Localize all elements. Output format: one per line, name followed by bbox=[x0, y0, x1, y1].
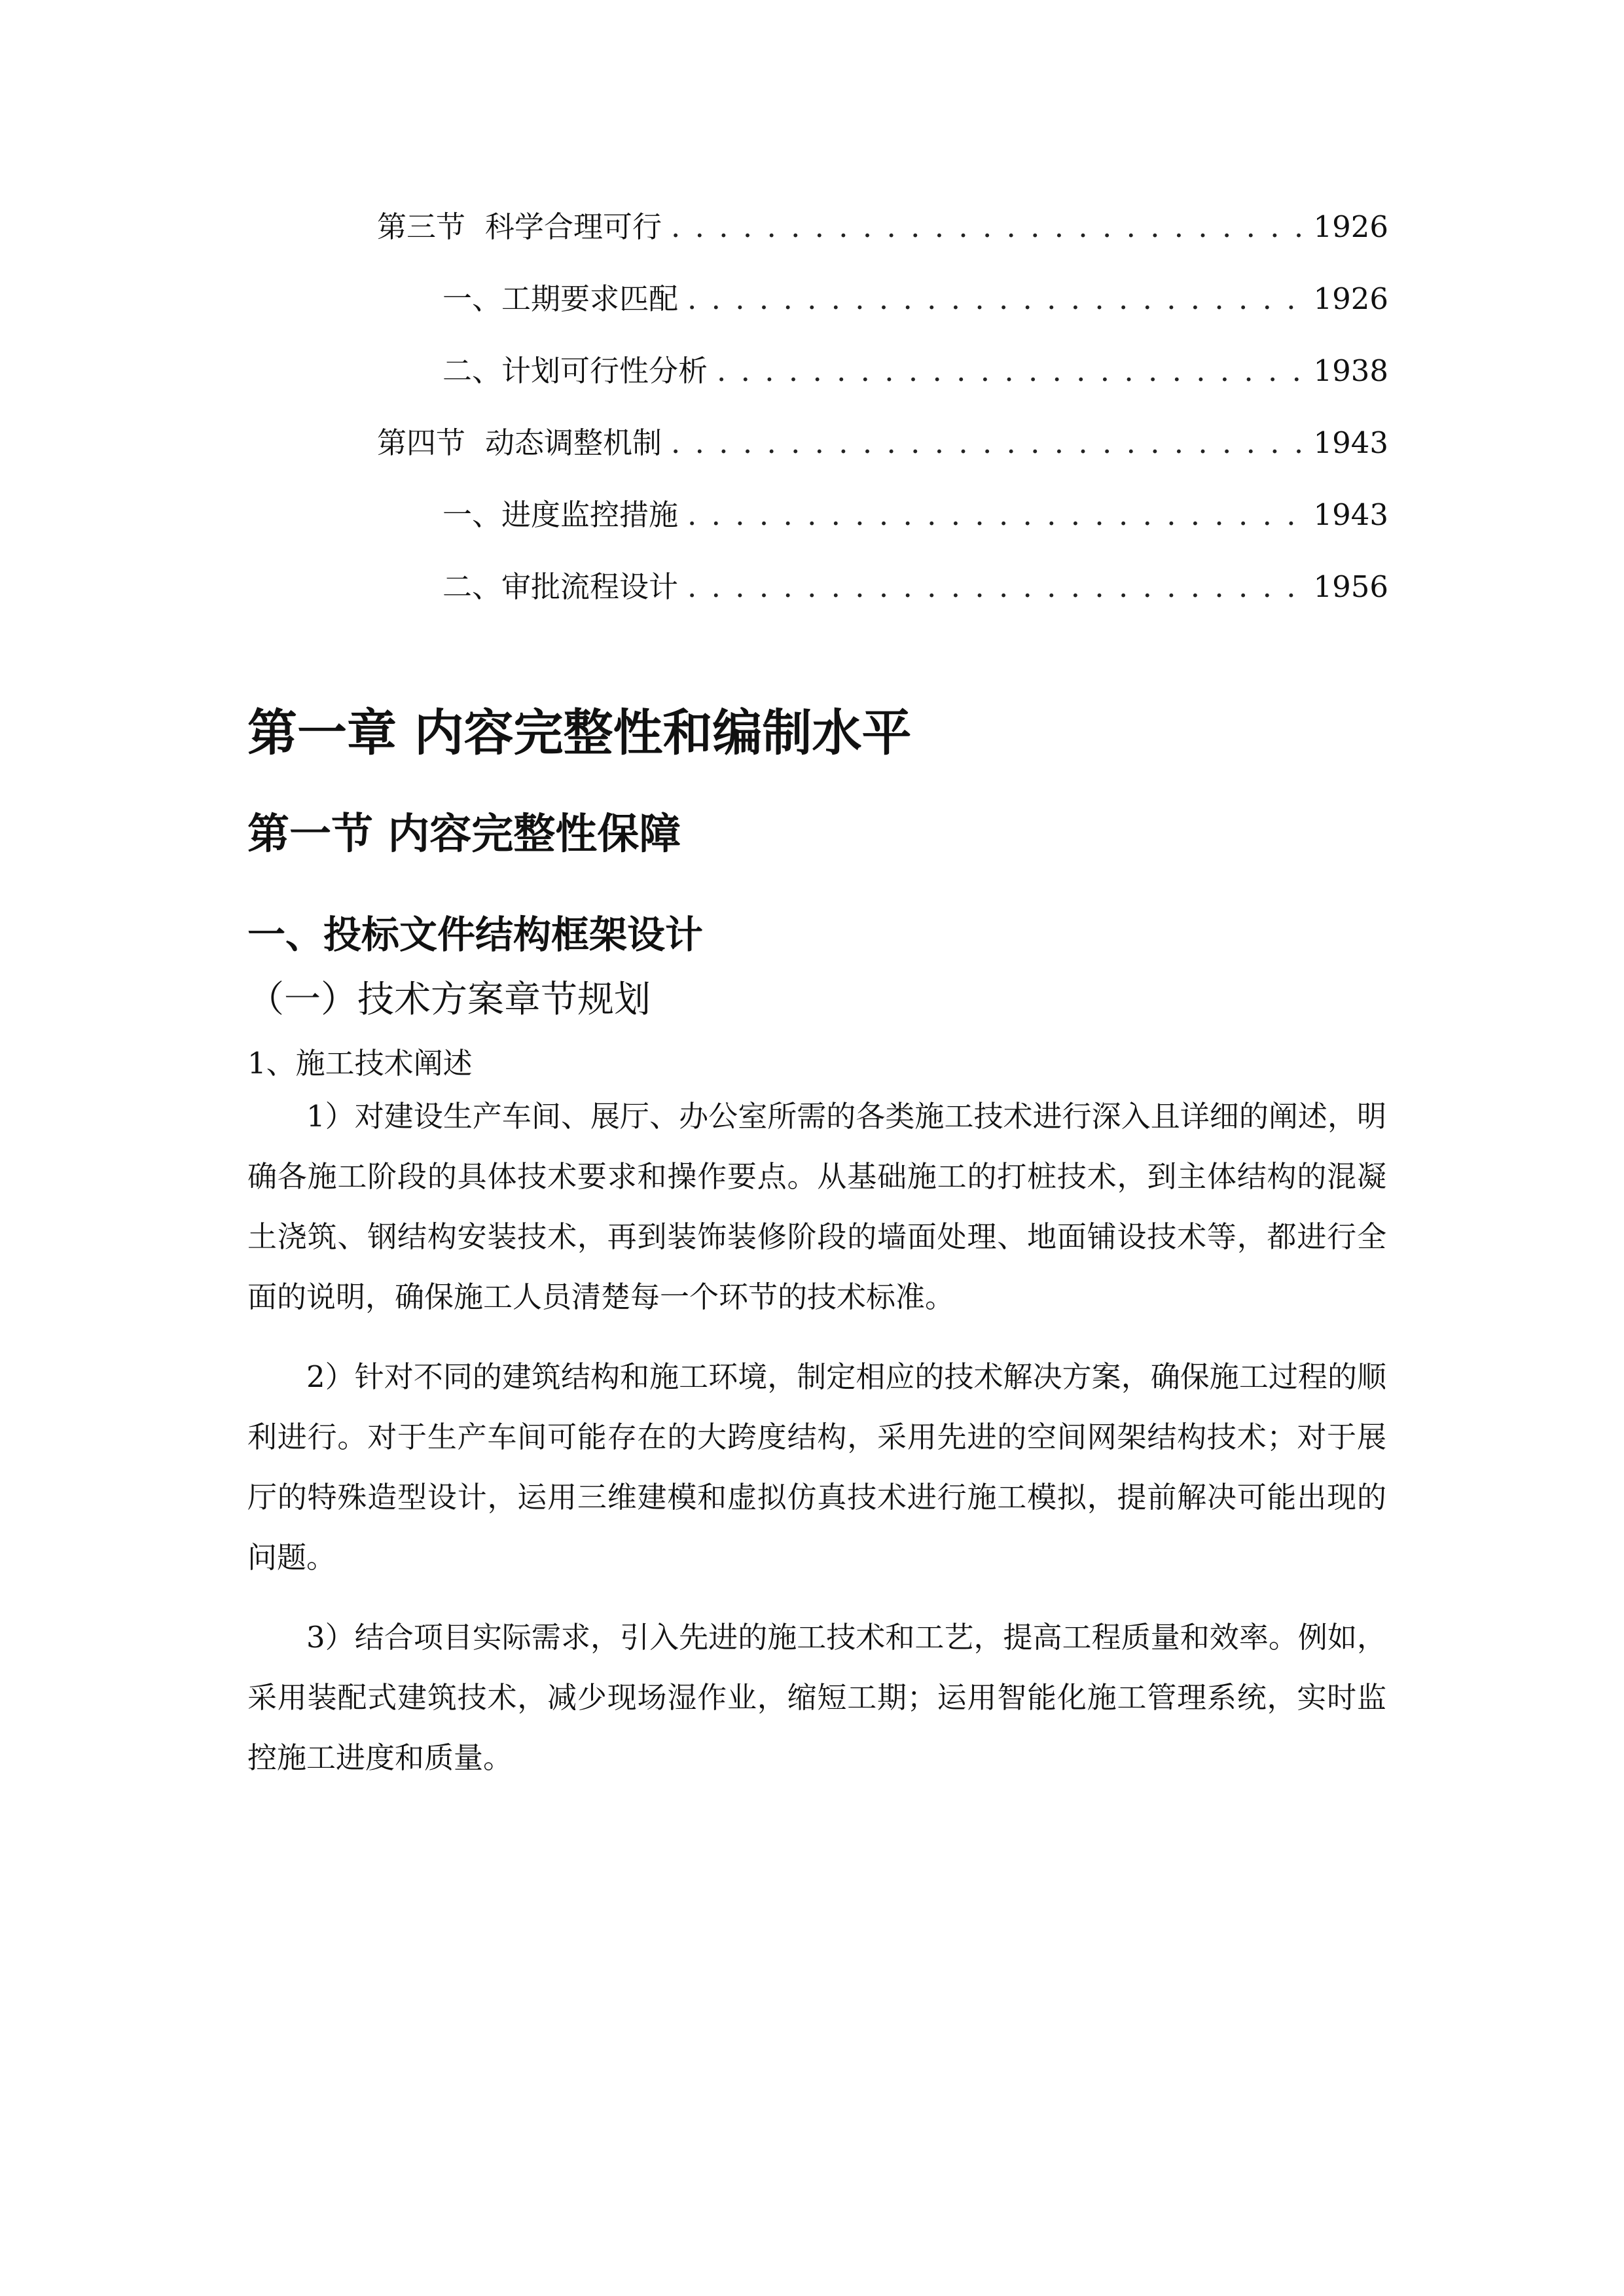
toc-entry[interactable] bbox=[377, 479, 1388, 551]
toc-dot-leader bbox=[671, 407, 1304, 479]
toc-dot-leader bbox=[671, 191, 1304, 263]
toc-entry-page: 1926 bbox=[1313, 209, 1388, 244]
paragraph: 3）结合项目实际需求，引入先进的施工技术和工艺，提高工程质量和效率。例如，采用装配式建筑技术，减少现场湿作业，缩短工期；运用智能化施工管理系统，实时监控施工进度和质量。 bbox=[247, 1620, 1386, 1775]
section-title: 第一节 内容完整性保障 bbox=[247, 810, 681, 859]
toc-entry-page: 1943 bbox=[1313, 497, 1388, 532]
toc-entry-label: 进度监控措施 bbox=[501, 497, 679, 532]
toc-entry-label: 审批流程设计 bbox=[501, 569, 679, 604]
toc-entry-page: 1956 bbox=[1313, 569, 1388, 604]
paragraph: 1）对建设生产车间、展厅、办公室所需的各类施工技术进行深入且详细的阐述，明确各施工阶段的具体技术要求和操作要点。从基础施工的打桩技术，到主体结构的混凝土浇筑、钢结构安装技术，再到装饰装修阶段的墙面处理、地面铺设技术等，都进行全面的说明，确保施工人员清楚每一个环节的技术标准。 bbox=[247, 1099, 1386, 1314]
toc-entry[interactable] bbox=[377, 191, 1388, 263]
toc-entry-page: 1926 bbox=[1313, 281, 1388, 316]
table-of-contents bbox=[377, 191, 1388, 623]
toc-entry-number: 第四节 bbox=[377, 425, 466, 460]
toc-entry-number: 一、 bbox=[442, 281, 502, 316]
toc-entry-number: 二、 bbox=[442, 569, 502, 604]
toc-dot-leader bbox=[687, 263, 1304, 335]
subsection-title: 一、投标文件结构框架设计 bbox=[247, 912, 704, 957]
toc-entry-label: 科学合理可行 bbox=[485, 209, 662, 244]
item-title: 1、施工技术阐述 bbox=[247, 1046, 473, 1081]
toc-entry-page: 1938 bbox=[1313, 353, 1388, 388]
paragraph: 2）针对不同的建筑结构和施工环境，制定相应的技术解决方案，确保施工过程的顺利进行。对于生产车间可能存在的大跨度结构，采用先进的空间网架结构技术；对于展厅的特殊造型设计，运用三维建模和虚拟仿真技术进行施工模拟，提前解决可能出现的问题。 bbox=[247, 1359, 1386, 1575]
toc-entry-label: 计划可行性分析 bbox=[501, 353, 708, 388]
toc-dot-leader bbox=[687, 551, 1304, 623]
toc-entry-label: 工期要求匹配 bbox=[501, 281, 679, 316]
toc-dot-leader bbox=[687, 479, 1304, 551]
toc-entry[interactable] bbox=[377, 407, 1388, 479]
chapter-title: 第一章 内容完整性和编制水平 bbox=[247, 704, 912, 762]
toc-entry-label: 动态调整机制 bbox=[485, 425, 662, 460]
toc-entry[interactable] bbox=[377, 335, 1388, 407]
toc-dot-leader bbox=[717, 335, 1304, 407]
paren-title: （一）技术方案章节规划 bbox=[247, 978, 651, 1021]
toc-entry-page: 1943 bbox=[1313, 425, 1388, 460]
body-text bbox=[247, 1086, 1386, 1808]
toc-entry[interactable] bbox=[377, 263, 1388, 335]
toc-entry[interactable] bbox=[377, 551, 1388, 623]
toc-entry-number: 第三节 bbox=[377, 209, 466, 244]
toc-entry-number: 一、 bbox=[442, 497, 502, 532]
toc-entry-number: 二、 bbox=[442, 353, 502, 388]
